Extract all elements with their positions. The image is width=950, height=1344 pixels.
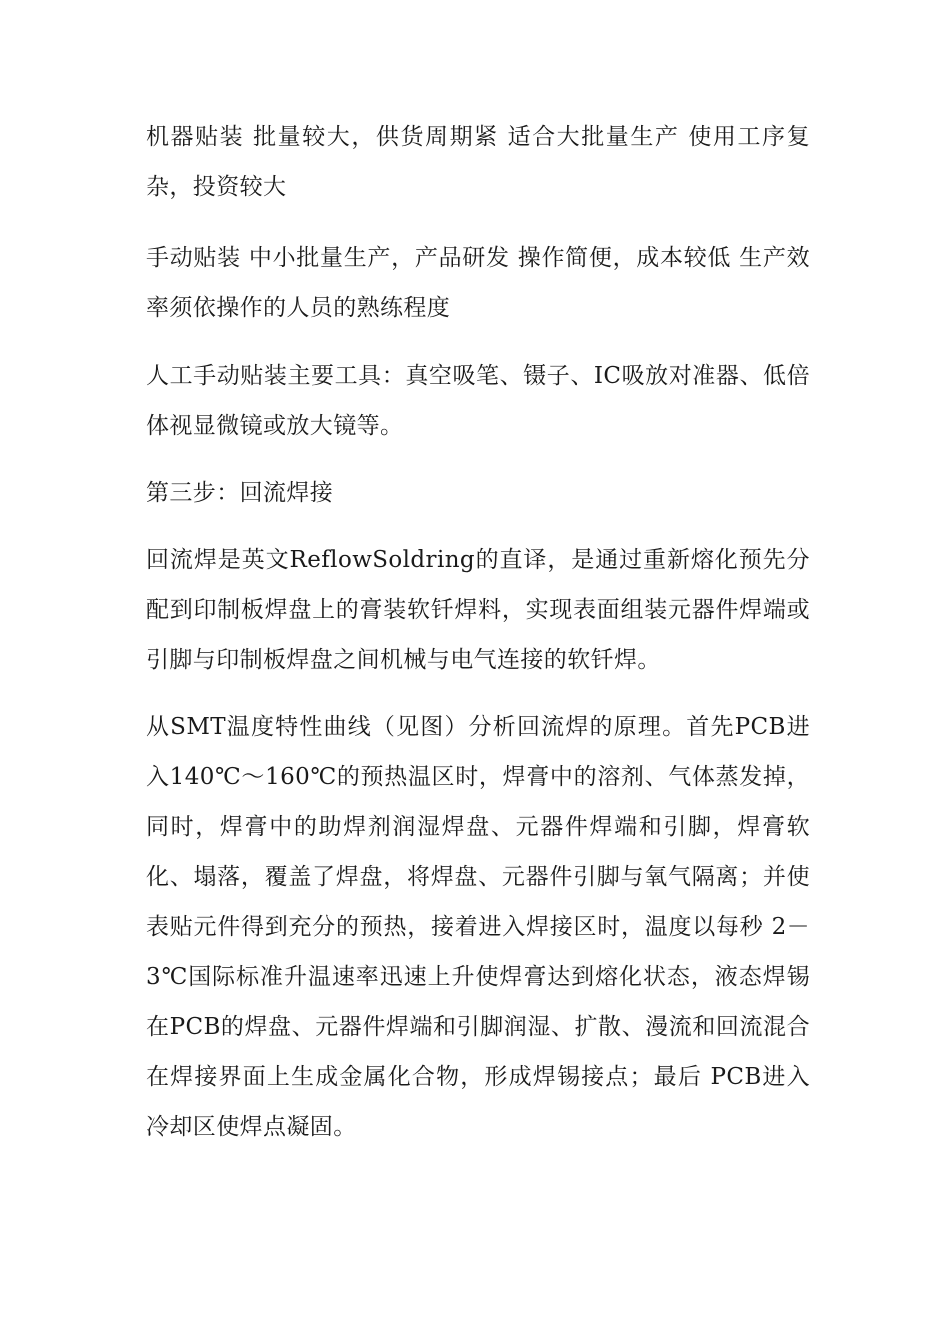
paragraph-machine-placement: 机器贴装 批量较大，供货周期紧 适合大批量生产 使用工序复杂，投资较大 [146,124,810,200]
paragraph-manual-tools: 人工手动贴装主要工具：真空吸笔、镊子、IC吸放对准器、低倍体视显微镜或放大镜等。 [146,363,810,439]
paragraph-reflow-definition: 回流焊是英文ReflowSoldring的直译，是通过重新熔化预先分配到印制板焊盘上的膏装软钎焊料，实现表面组装元器件焊端或引脚与印制板焊盘之间机械与电气连接的软钎焊。 [146,547,810,673]
section-heading-reflow-step: 第三步：回流焊接 [146,480,334,506]
paragraph-reflow-principle: 从SMT温度特性曲线（见图）分析回流焊的原理。首先PCB进入140℃～160℃的预热温区时，焊膏中的溶剂、气体蒸发掉，同时，焊膏中的助焊剂润湿焊盘、元器件焊端和引脚，焊膏软化、塌落，覆盖了焊盘，将焊盘、元器件引脚与氧气隔离；并使表贴元件得到充分的预热，接着进入焊接区时，温度以每秒 2－3℃国际标准升温速率迅速上升使焊膏达到熔化状态，液态焊锡在PCB的焊盘、元器件焊端和引脚润湿、扩散、漫流和回流混合在焊接界面上生成金属化合物，形成焊锡接点；最后 PCB进入冷却区使焊点凝固。 [146,714,810,1140]
paragraph-manual-placement: 手动贴装 中小批量生产，产品研发 操作简便，成本较低 生产效率须依操作的人员的熟练程度 [146,245,810,321]
document-body [146,112,810,1152]
